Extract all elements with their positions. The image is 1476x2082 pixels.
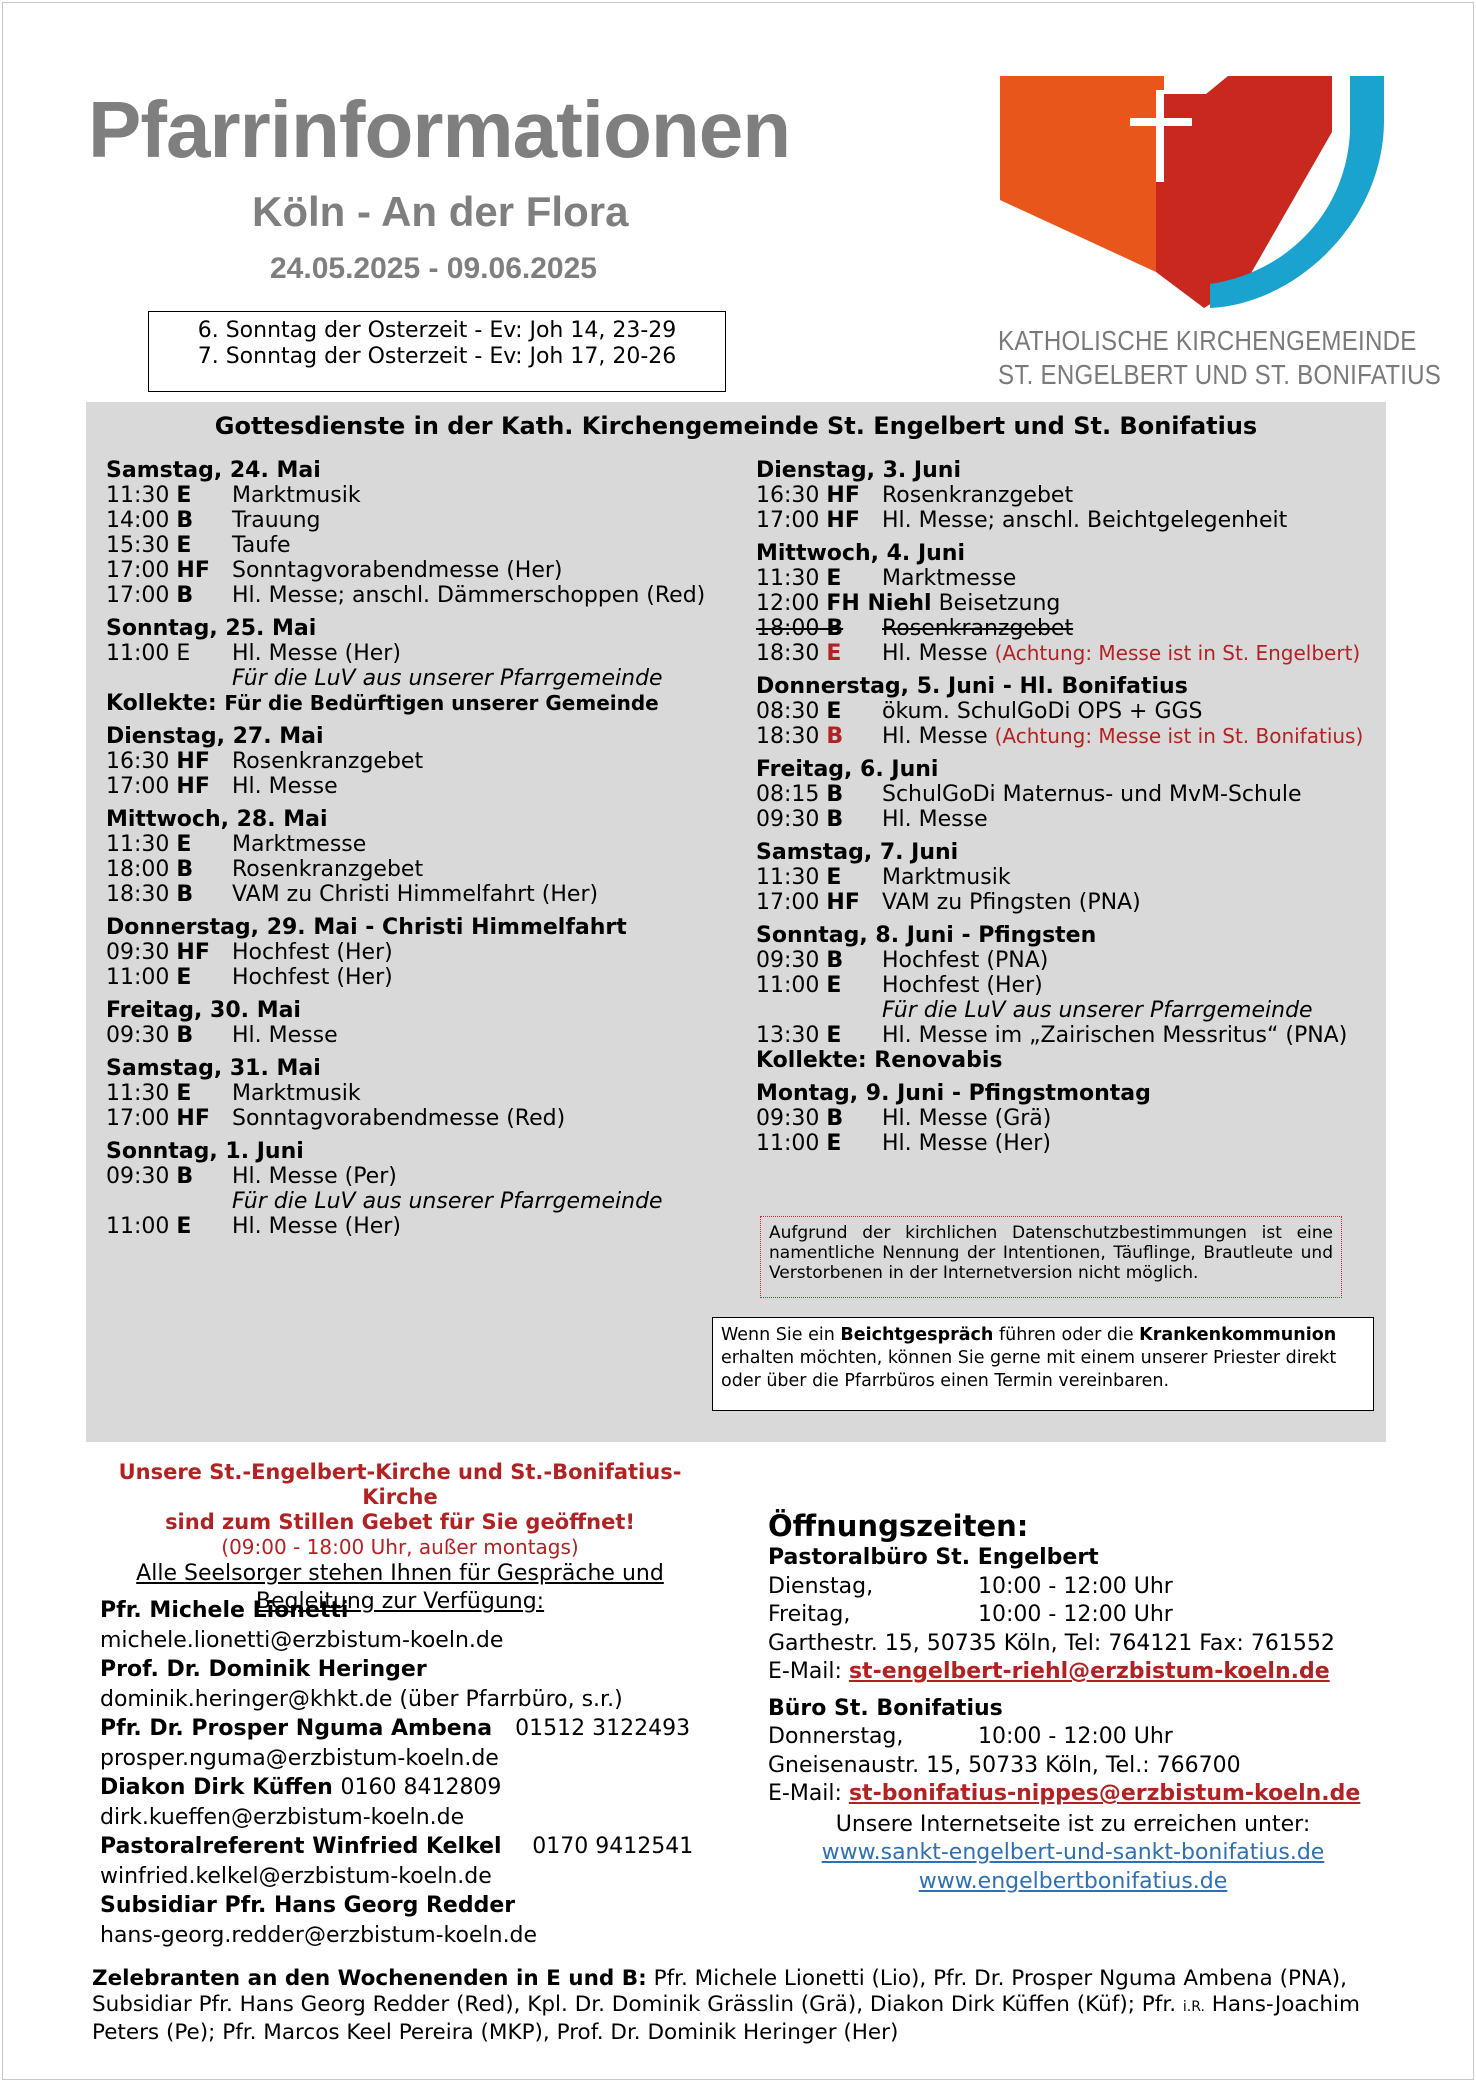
pastoral-offer-line: Alle Seelsorger stehen Ihnen für Gespräche und <box>136 1561 664 1586</box>
day-block <box>106 458 726 608</box>
clergy-name: Pfr. Michele Lionetti <box>100 1598 349 1623</box>
logo-cross-horizontal <box>1130 118 1192 126</box>
day-block <box>106 616 726 716</box>
day-block <box>756 458 1376 533</box>
logo-line2: ST. ENGELBERT UND ST. BONIFATIUS <box>998 359 1442 390</box>
day-title: Montag, 9. Juni - Pfingstmontag <box>756 1081 1151 1106</box>
service-row: 18:30 E Hl. Messe (Achtung: Messe ist in St. Engelbert) <box>756 641 1361 666</box>
clergy-contact[interactable]: dirk.kueffen@erzbistum-koeln.de <box>100 1804 465 1830</box>
day-block <box>106 807 726 907</box>
clergy-name: Subsidiar Pfr. Hans Georg Redder <box>100 1893 516 1918</box>
office-hours-row: Donnerstag, 10:00 - 12:00 Uhr <box>768 1724 1173 1749</box>
logo-line1: KATHOLISCHE KIRCHENGEMEINDE <box>998 325 1417 356</box>
day-block <box>106 998 726 1048</box>
office-address: Garthestr. 15, 50735 Köln, Tel: 764121 Fax: 761552 <box>768 1630 1335 1656</box>
website-intro: Unsere Internetseite ist zu erreichen unter: <box>835 1811 1311 1837</box>
parish-logo-icon <box>996 72 1388 318</box>
day-block <box>756 923 1376 1073</box>
gospel-line: 6. Sonntag der Osterzeit - Ev: Joh 14, 23-29 <box>197 318 677 343</box>
service-row: 11:30 E Marktmesse <box>756 566 1017 591</box>
opening-hours-title: Öffnungszeiten: <box>768 1509 1029 1543</box>
church-open-line: Unsere St.-Engelbert-Kirche und St.-Bonifatius-Kirche <box>118 1460 682 1509</box>
service-row: 09:30 B Hl. Messe (Per) <box>106 1164 397 1189</box>
service-row: 17:00 HF VAM zu Pfingsten (PNA) <box>756 890 1141 915</box>
day-block <box>756 541 1376 666</box>
service-row: 16:30 HF Rosenkranzgebet <box>756 483 1074 508</box>
day-title: Dienstag, 3. Juni <box>756 458 961 483</box>
logo-cross-vertical <box>1156 90 1164 182</box>
day-block <box>756 674 1376 749</box>
service-row: 16:30 HF Rosenkranzgebet <box>106 749 424 774</box>
day-title: Sonntag, 1. Juni <box>106 1139 304 1164</box>
office-address: Gneisenaustr. 15, 50733 Köln, Tel.: 766700 <box>768 1752 1241 1778</box>
clergy-contact[interactable]: dominik.heringer@khkt.de (über Pfarrbüro, s.r.) <box>100 1686 623 1712</box>
gospel-line: 7. Sonntag der Osterzeit - Ev: Joh 17, 20-26 <box>197 344 677 369</box>
office-name: Büro St. Bonifatius <box>768 1695 1003 1721</box>
service-row: 17:00 HF Hl. Messe <box>106 774 338 799</box>
day-title: Freitag, 6. Juni <box>756 757 939 782</box>
day-title: Donnerstag, 5. Juni - Hl. Bonifatius <box>756 674 1188 699</box>
office-email-row: E-Mail: st-bonifatius-nippes@erzbistum-koeln.de <box>768 1781 1361 1806</box>
confession-notice: Wenn Sie ein Beichtgespräch führen oder die Krankenkommunion erhalten möchten, können Sie gerne mit einem unserer Priester direkt oder über die Pfarrbüros einen Termin vereinbaren. <box>712 1317 1374 1411</box>
day-title: Samstag, 24. Mai <box>106 458 321 483</box>
day-block <box>106 915 726 990</box>
service-row: 08:30 E ökum. SchulGoDi OPS + GGS <box>756 699 1203 724</box>
service-row: 18:00 B Rosenkranzgebet <box>106 857 424 882</box>
service-row: 11:00 E Hochfest (Her) <box>106 965 393 990</box>
service-row: 09:30 HF Hochfest (Her) <box>106 940 393 965</box>
website-link[interactable]: www.sankt-engelbert-und-sankt-bonifatius.de <box>821 1840 1325 1865</box>
website-link[interactable]: www.engelbertbonifatius.de <box>918 1868 1228 1894</box>
day-title: Sonntag, 25. Mai <box>106 616 317 641</box>
day-block <box>106 724 726 799</box>
clergy-name: Pastoralreferent Winfried Kelkel 0170 9412541 <box>100 1834 694 1859</box>
service-row: 11:30 E Marktmusik <box>106 1081 361 1106</box>
day-block <box>106 1056 726 1131</box>
service-row: 11:00 E Hl. Messe (Her) <box>106 641 401 666</box>
kollekte-line: Kollekte: Für die Bedürftigen unserer Gemeinde <box>106 691 659 716</box>
logo-text <box>998 324 1441 392</box>
office-hours-row: Freitag, 10:00 - 12:00 Uhr <box>768 1602 1173 1627</box>
location-warning: (Achtung: Messe ist in St. Engelbert) <box>994 641 1361 665</box>
church-open-hours: (09:00 - 18:00 Uhr, außer montags) <box>221 1535 579 1559</box>
cancelled-service-row: 18:00 B Rosenkranzgebet <box>756 616 1074 641</box>
church-open-notice <box>90 1460 710 1616</box>
intention-note: Für die LuV aus unserer Pfarrgemeinde <box>882 998 1313 1023</box>
service-row: 12:00 FH Niehl Beisetzung <box>756 591 1061 616</box>
service-row: 11:00 E Hochfest (Her) <box>756 973 1043 998</box>
clergy-phone: 0160 8412809 <box>340 1775 502 1800</box>
service-row: 14:00 B Trauung <box>106 508 321 533</box>
day-title: Mittwoch, 4. Juni <box>756 541 965 566</box>
service-row: 09:30 B Hl. Messe (Grä) <box>756 1106 1052 1131</box>
day-title: Samstag, 7. Juni <box>756 840 959 865</box>
clergy-name: Prof. Dr. Dominik Heringer <box>100 1657 427 1682</box>
celebrants-note: Zelebranten an den Wochenenden in E und B: Pfr. Michele Lionetti (Lio), Pfr. Dr. Prosper Nguma Ambena (PNA), Subsidiar Pfr. Hans Georg Redder (Red), Kpl. Dr. Dominik Grässlin (Grä), Diakon Dirk Küffen (Küf); Pfr. i.R. Hans-Joachim Peters (Pe); Pfr. Marcos Keel Pereira (MKP), Prof. Dr. Dominik Heringer (Her) <box>92 1966 1360 2045</box>
privacy-notice: Aufgrund der kirchlichen Datenschutzbestimmungen ist eine namentliche Nennung der Intentionen, Täuflinge, Brautleute und Verstorbenen in der Internetversion nicht möglich. <box>760 1216 1342 1298</box>
day-title: Samstag, 31. Mai <box>106 1056 321 1081</box>
logo-orange-shape <box>1000 76 1164 272</box>
day-title: Mittwoch, 28. Mai <box>106 807 328 832</box>
day-block <box>106 1139 726 1239</box>
service-row: 09:30 B Hl. Messe <box>756 807 988 832</box>
service-row: 17:00 HF Hl. Messe; anschl. Beichtgelegenheit <box>756 508 1288 533</box>
opening-hours <box>768 1508 1388 1896</box>
day-title: Freitag, 30. Mai <box>106 998 301 1023</box>
service-row: 13:30 E Hl. Messe im „Zairischen Messritus“ (PNA) <box>756 1023 1348 1048</box>
service-row: 18:30 B VAM zu Christi Himmelfahrt (Her) <box>106 882 599 907</box>
page-subtitle: Köln - An der Flora <box>252 188 629 235</box>
service-row: 09:30 B Hochfest (PNA) <box>756 948 1049 973</box>
office-name: Pastoralbüro St. Engelbert <box>768 1545 1099 1570</box>
logo-red-shape <box>1156 76 1332 308</box>
service-row: 11:30 E Marktmesse <box>106 832 367 857</box>
clergy-phone: 0170 9412541 <box>532 1834 694 1859</box>
clergy-contact[interactable]: prosper.nguma@erzbistum-koeln.de <box>100 1745 499 1771</box>
office-email-link[interactable]: st-engelbert-riehl@erzbistum-koeln.de <box>848 1659 1330 1684</box>
clergy-contact[interactable]: winfried.kelkel@erzbistum-koeln.de <box>100 1863 492 1889</box>
services-right-column <box>756 458 1376 1164</box>
day-block <box>756 757 1376 832</box>
service-row: 17:00 HF Sonntagvorabendmesse (Red) <box>106 1106 566 1131</box>
day-block <box>756 840 1376 915</box>
service-row: 11:30 E Marktmusik <box>106 483 361 508</box>
clergy-contact[interactable]: michele.lionetti@erzbistum-koeln.de <box>100 1627 504 1653</box>
kollekte-line: Kollekte: Renovabis <box>756 1048 1003 1073</box>
day-block <box>756 1081 1376 1156</box>
service-row: 11:30 E Marktmusik <box>756 865 1011 890</box>
service-row: 11:00 E Hl. Messe (Her) <box>756 1131 1051 1156</box>
service-row: 09:30 B Hl. Messe <box>106 1023 338 1048</box>
date-range: 24.05.2025 - 09.06.2025 <box>270 252 597 285</box>
day-title: Donnerstag, 29. Mai - Christi Himmelfahrt <box>106 915 627 940</box>
service-row: 17:00 B Hl. Messe; anschl. Dämmerschoppen (Red) <box>106 583 706 608</box>
service-row: 15:30 E Taufe <box>106 533 291 558</box>
clergy-name: Diakon Dirk Küffen 0160 8412809 <box>100 1775 502 1800</box>
clergy-list <box>100 1596 740 1950</box>
location-warning: (Achtung: Messe ist in St. Bonifatius) <box>994 724 1364 748</box>
office-hours-row: Dienstag, 10:00 - 12:00 Uhr <box>768 1573 1173 1599</box>
office-email-row: E-Mail: st-engelbert-riehl@erzbistum-koeln.de <box>768 1659 1330 1684</box>
intention-note: Für die LuV aus unserer Pfarrgemeinde <box>232 666 663 691</box>
clergy-contact[interactable]: hans-georg.redder@erzbistum-koeln.de <box>100 1922 538 1948</box>
intention-note: Für die LuV aus unserer Pfarrgemeinde <box>232 1189 663 1214</box>
clergy-phone: 01512 3122493 <box>515 1716 691 1741</box>
page-title: Pfarrinformationen <box>88 85 791 174</box>
gospel-box <box>148 311 726 392</box>
service-row: 18:30 B Hl. Messe (Achtung: Messe ist in St. Bonifatius) <box>756 724 1364 749</box>
service-row: 08:15 B SchulGoDi Maternus- und MvM-Schule <box>756 782 1302 807</box>
day-title: Sonntag, 8. Juni - Pfingsten <box>756 923 1097 948</box>
day-title: Dienstag, 27. Mai <box>106 724 324 749</box>
pastoral-offer-line: Begleitung zur Verfügung: <box>255 1589 545 1614</box>
services-left-column <box>106 458 726 1247</box>
services-heading: Gottesdienste in der Kath. Kirchengemeinde St. Engelbert und St. Bonifatius <box>214 412 1258 440</box>
service-row: 11:00 E Hl. Messe (Her) <box>106 1214 401 1239</box>
service-row: 17:00 HF Sonntagvorabendmesse (Her) <box>106 558 563 583</box>
clergy-name: Pfr. Dr. Prosper Nguma Ambena 01512 3122493 <box>100 1716 691 1741</box>
office-email-link[interactable]: st-bonifatius-nippes@erzbistum-koeln.de <box>848 1781 1361 1806</box>
church-open-line: sind zum Stillen Gebet für Sie geöffnet! <box>165 1510 635 1534</box>
